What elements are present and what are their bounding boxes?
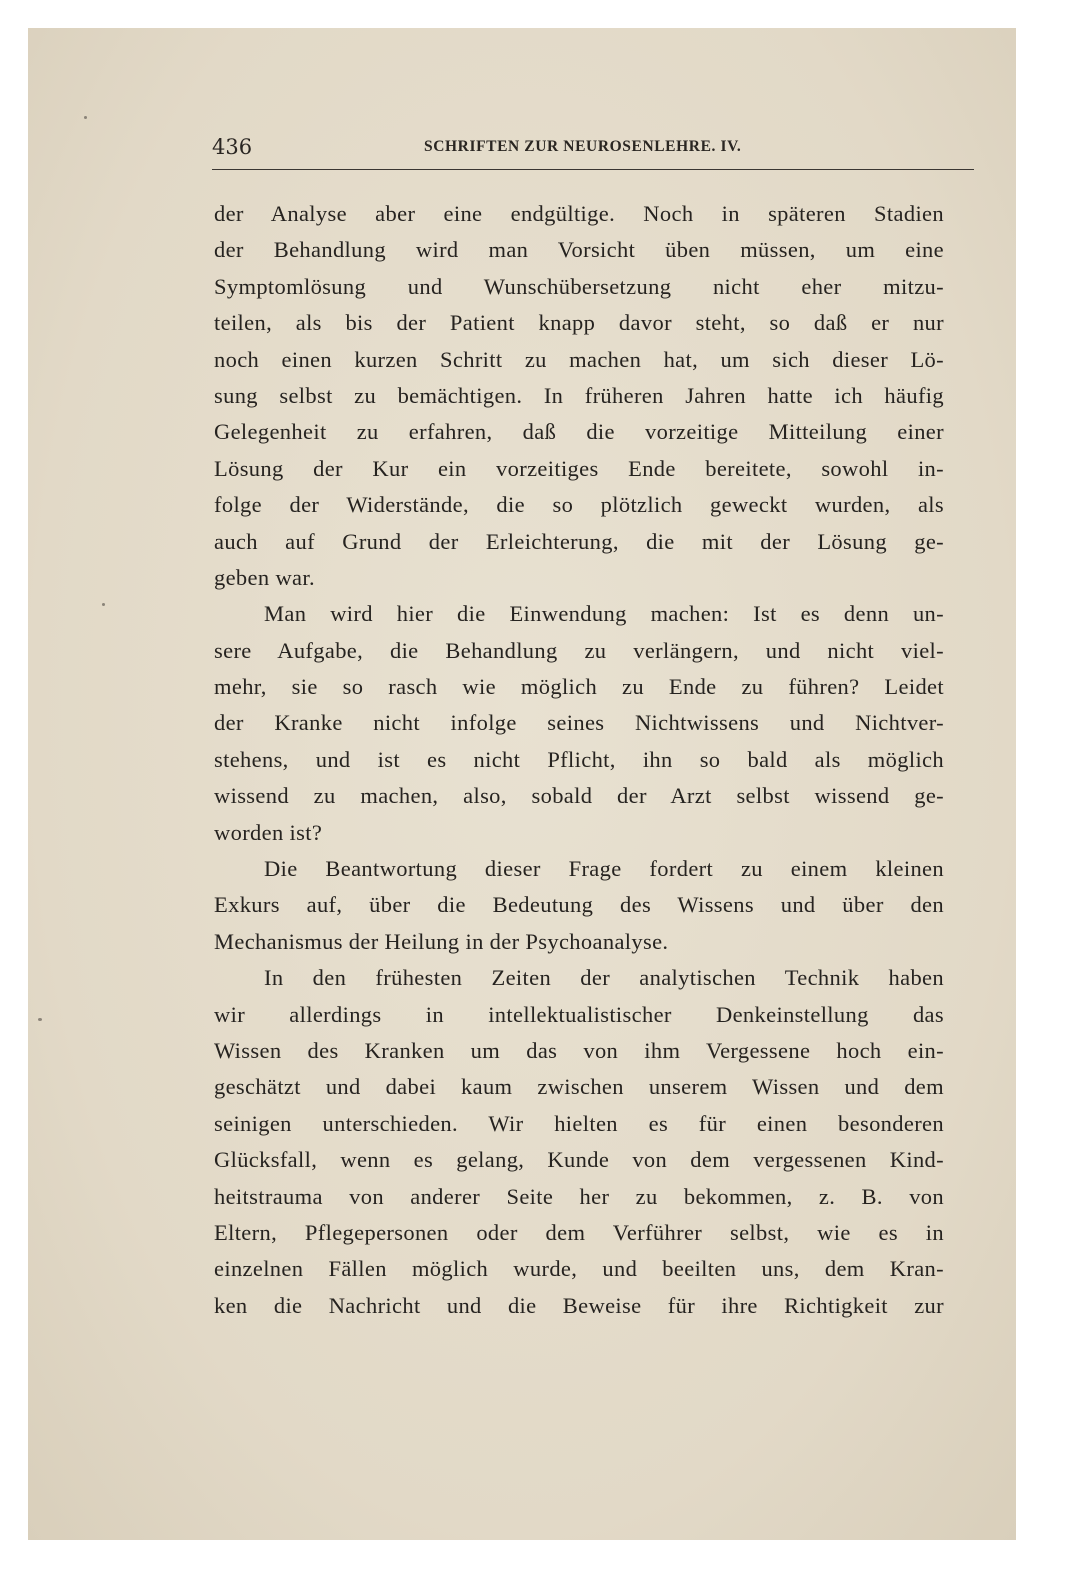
paragraph-start-line: Man wird hier die Einwendung machen: Ist es denn un- — [264, 601, 944, 627]
text-line: sere Aufgabe, die Behandlung zu verlängern, und nicht viel- — [214, 637, 944, 663]
text-line: Exkurs auf, über die Bedeutung des Wissens und über den — [214, 892, 944, 918]
paragraph-start-line: Die Beantwortung dieser Frage fordert zu einem kleinen — [264, 856, 944, 882]
text-line: worden ist? — [214, 819, 323, 845]
text-line: folge der Widerstände, die so plötzlich geweckt wurden, als — [214, 492, 944, 518]
paper-speck — [84, 116, 87, 119]
text-line: ken die Nachricht und die Beweise für ihre Richtigkeit zur — [214, 1292, 944, 1318]
text-line: Mechanismus der Heilung in der Psychoanalyse. — [214, 928, 669, 954]
text-line: Symptomlösung und Wunschübersetzung nicht eher mitzu- — [214, 273, 944, 299]
text-line: wir allerdings in intellektualistischer Denkeinstellung das — [214, 1001, 944, 1027]
text-line: wissend zu machen, also, sobald der Arzt selbst wissend ge- — [214, 783, 944, 809]
running-head: SCHRIFTEN ZUR NEUROSENLEHRE. IV. — [424, 138, 742, 155]
text-line: heitstrauma von anderer Seite her zu bekommen, z. B. von — [214, 1183, 944, 1209]
text-line: teilen, als bis der Patient knapp davor steht, so daß er nur — [214, 310, 944, 336]
text-line: seinigen unterschieden. Wir hielten es für einen besonderen — [214, 1110, 944, 1136]
paragraph-start-line: In den frühesten Zeiten der analytischen Technik haben — [264, 965, 944, 991]
text-line: Lösung der Kur ein vorzeitiges Ende bereitete, sowohl in- — [214, 455, 944, 481]
text-line: Gelegenheit zu erfahren, daß die vorzeitige Mitteilung einer — [214, 419, 944, 445]
text-line: Wissen des Kranken um das von ihm Vergessene hoch ein- — [214, 1037, 944, 1063]
text-line: der Behandlung wird man Vorsicht üben müssen, um eine — [214, 237, 944, 263]
text-line: sung selbst zu bemächtigen. In früheren Jahren hatte ich häufig — [214, 382, 944, 408]
paper-speck — [102, 603, 105, 606]
text-line: der Analyse aber eine endgültige. Noch in späteren Stadien — [214, 201, 944, 226]
text-line: Eltern, Pflegepersonen oder dem Verführer selbst, wie es in — [214, 1219, 944, 1245]
page-number: 436 — [212, 135, 253, 159]
text-line: noch einen kurzen Schritt zu machen hat, um sich dieser Lö- — [214, 346, 944, 372]
text-line: der Kranke nicht infolge seines Nichtwissens und Nichtver- — [214, 710, 944, 736]
scanned-page — [28, 28, 1016, 1540]
text-line: Glücksfall, wenn es gelang, Kunde von dem vergessenen Kind- — [214, 1147, 944, 1173]
text-line: stehens, und ist es nicht Pflicht, ihn so bald als möglich — [214, 746, 944, 772]
page-header — [212, 133, 974, 170]
text-line: geben war. — [214, 564, 315, 590]
book-page — [28, 28, 1016, 1540]
text-line: auch auf Grund der Erleichterung, die mit der Lösung ge- — [214, 528, 944, 554]
text-line: einzelnen Fällen möglich wurde, und beeilten uns, dem Kran- — [214, 1256, 944, 1282]
paper-speck — [38, 1018, 42, 1021]
text-line: geschätzt und dabei kaum zwischen unserem Wissen und dem — [214, 1074, 944, 1100]
text-line: mehr, sie so rasch wie möglich zu Ende zu führen? Leidet — [214, 674, 944, 700]
body-text — [214, 196, 944, 1324]
